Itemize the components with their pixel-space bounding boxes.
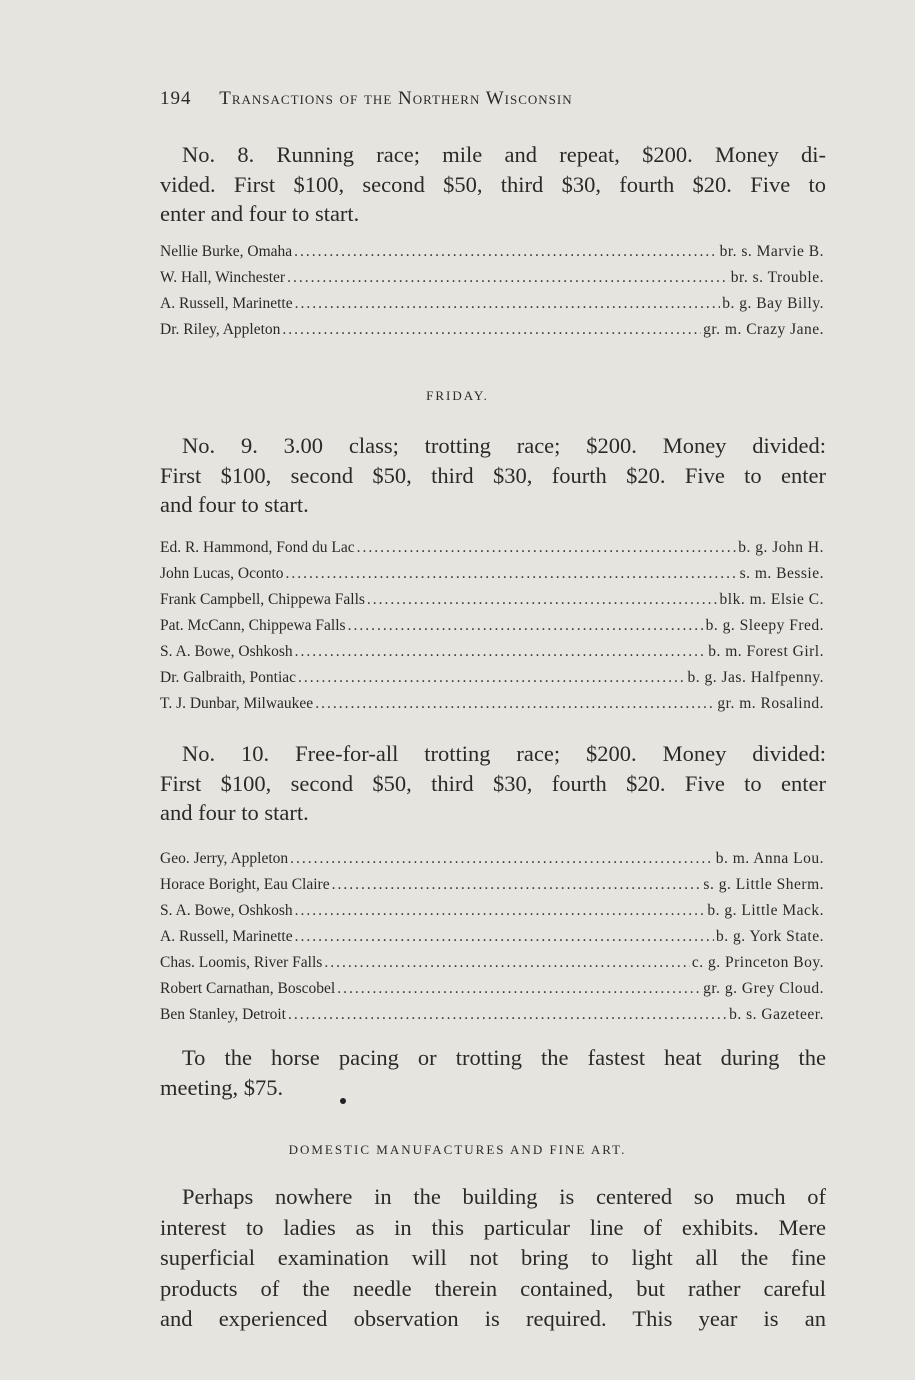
text-line: First $100, second $50, third $30, fourth $20. Five to enter <box>160 462 826 488</box>
entry-horse: b. g. York State. <box>716 928 824 945</box>
entry-row <box>160 954 824 980</box>
entry-horse: gr. m. Crazy Jane. <box>703 321 824 338</box>
entry-owner: S. A. Bowe, Oshkosh <box>160 902 293 919</box>
entry-row <box>160 669 824 695</box>
entry-horse: s. m. Bessie. <box>739 565 824 582</box>
entry-horse: gr. m. Rosalind. <box>717 695 824 712</box>
entry-owner: Nellie Burke, Omaha <box>160 243 293 260</box>
entry-horse: s. g. Little Sherm. <box>703 876 824 893</box>
entry-row <box>160 243 824 269</box>
text-line: No. 10. Free-for-all trotting race; $200. Money divided: <box>182 741 826 766</box>
entry-horse: b. s. Gazeteer. <box>729 1006 824 1023</box>
entry-owner: A. Russell, Marinette <box>160 928 293 945</box>
text-line: vided. First $100, second $50, third $30, fourth $20. Five to <box>160 171 826 197</box>
entry-row <box>160 643 824 669</box>
text-line: To the horse pacing or trotting the fastest heat during the <box>182 1045 826 1070</box>
entry-owner: Robert Carnathan, Boscobel <box>160 980 336 997</box>
entry-row <box>160 928 824 954</box>
race-10-entries <box>160 850 824 1032</box>
entry-row <box>160 902 824 928</box>
entry-row <box>160 591 824 617</box>
running-header <box>160 88 760 110</box>
entry-owner: Dr. Riley, Appleton <box>160 321 281 338</box>
entry-horse: b. g. Bay Billy. <box>722 295 824 312</box>
entry-row <box>160 269 824 295</box>
entry-horse: b. m. Forest Girl. <box>708 643 824 660</box>
entry-horse: b. g. Little Mack. <box>707 902 824 919</box>
entry-owner: Geo. Jerry, Appleton <box>160 850 289 867</box>
entry-row <box>160 565 824 591</box>
race-9-entries <box>160 539 824 721</box>
entry-owner: Pat. McCann, Chippewa Falls <box>160 617 346 634</box>
race-8-description <box>160 140 826 229</box>
entry-horse: b. m. Anna Lou. <box>715 850 824 867</box>
entry-row <box>160 980 824 1006</box>
race-8-entries <box>160 243 824 347</box>
entry-horse: c. g. Princeton Boy. <box>691 954 824 971</box>
entry-horse: b. g. John H. <box>738 539 824 556</box>
entry-owner: Horace Boright, Eau Claire <box>160 876 330 893</box>
entry-row <box>160 850 824 876</box>
entry-owner: S. A. Bowe, Oshkosh <box>160 643 293 660</box>
fastest-heat-paragraph <box>160 1043 826 1102</box>
race-9-description <box>160 431 826 520</box>
text-line: superficial examination will not bring to light all the fine <box>160 1245 826 1270</box>
entry-horse: b. g. Jas. Halfpenny. <box>687 669 824 686</box>
text-line: meeting, $75. <box>160 1074 284 1100</box>
page-number: 194 <box>160 88 192 109</box>
entry-horse: br. s. Marvie B. <box>719 243 824 260</box>
entry-horse: blk. m. Elsie C. <box>719 591 824 608</box>
entry-row <box>160 321 824 347</box>
text-line: First $100, second $50, third $30, fourth $20. Five to enter <box>160 770 826 796</box>
entry-row <box>160 695 824 721</box>
entry-row <box>160 876 824 902</box>
entry-owner: Ben Stanley, Detroit <box>160 1006 286 1023</box>
entry-owner: John Lucas, Oconto <box>160 565 284 582</box>
entry-owner: Ed. R. Hammond, Fond du Lac <box>160 539 355 556</box>
entry-owner: Dr. Galbraith, Pontiac <box>160 669 297 686</box>
entry-horse: gr. g. Grey Cloud. <box>703 980 824 997</box>
text-line: and experienced observation is required. This year is an <box>160 1306 826 1331</box>
entry-horse: b. g. Sleepy Fred. <box>705 617 824 634</box>
entry-owner: W. Hall, Winchester <box>160 269 286 286</box>
text-line: enter and four to start. <box>160 201 360 226</box>
text-line: No. 8. Running race; mile and repeat, $200. Money di- <box>182 142 826 167</box>
text-line: interest to ladies as in this particular line of exhibits. Mere <box>160 1214 826 1240</box>
ink-speck <box>340 1098 346 1104</box>
entry-row <box>160 295 824 321</box>
text-line: products of the needle therein contained, but rather careful <box>160 1275 826 1301</box>
entry-row <box>160 1006 824 1032</box>
text-line: and four to start. <box>160 492 309 517</box>
entry-owner: A. Russell, Marinette <box>160 295 293 312</box>
entry-horse: br. s. Trouble. <box>730 269 824 286</box>
friday-heading: FRIDAY. <box>426 388 489 403</box>
entry-row <box>160 539 824 565</box>
text-line: Perhaps nowhere in the building is centered so much of <box>182 1184 826 1209</box>
running-title: Transactions of the Northern Wisconsin <box>219 88 573 109</box>
text-line: No. 9. 3.00 class; trotting race; $200. Money divided: <box>182 433 826 458</box>
race-10-description <box>160 739 826 828</box>
domestic-manufactures-heading: DOMESTIC MANUFACTURES AND FINE ART. <box>288 1142 627 1157</box>
entry-owner: T. J. Dunbar, Milwaukee <box>160 695 314 712</box>
entry-owner: Chas. Loomis, River Falls <box>160 954 323 971</box>
text-line: and four to start. <box>160 800 309 825</box>
entry-row <box>160 617 824 643</box>
entry-owner: Frank Campbell, Chippewa Falls <box>160 591 365 608</box>
domestic-paragraph <box>160 1182 826 1335</box>
